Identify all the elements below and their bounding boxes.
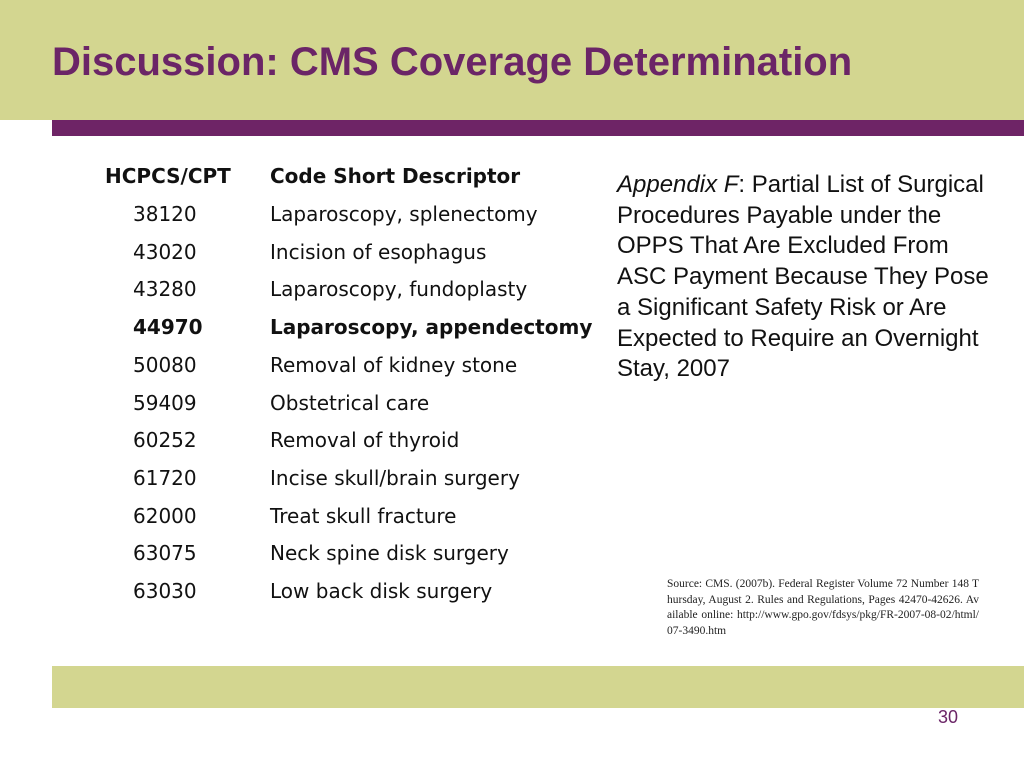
footer-band bbox=[52, 666, 1024, 708]
row-code: 61720 bbox=[133, 466, 197, 490]
row-code: 43280 bbox=[133, 277, 197, 301]
row-code: 62000 bbox=[133, 504, 197, 528]
appendix-note bbox=[617, 170, 997, 385]
row-code: 59409 bbox=[133, 391, 197, 415]
row-descriptor: Removal of kidney stone bbox=[270, 353, 518, 377]
row-descriptor: Neck spine disk surgery bbox=[270, 541, 509, 565]
row-descriptor: Treat skull fracture bbox=[270, 504, 457, 528]
row-descriptor: Laparoscopy, fundoplasty bbox=[270, 277, 528, 301]
row-descriptor: Obstetrical care bbox=[270, 391, 430, 415]
source-citation: Source: CMS. (2007b). Federal Register Volume 72 Number 148 Thursday, August 2. Rules and Regulations, Pages 42470-42626. Available online: http://www.gpo.gov/fdsys/pkg/FR-2007-08-02/html/07-3490.htm bbox=[667, 578, 979, 637]
row-code: 44970 bbox=[133, 315, 203, 339]
slide-title: Discussion: CMS Coverage Determination bbox=[52, 40, 853, 84]
page-number: 30 bbox=[938, 707, 959, 727]
row-descriptor: Low back disk surgery bbox=[270, 579, 493, 603]
row-code: 60252 bbox=[133, 428, 197, 452]
accent-bar bbox=[52, 120, 1024, 136]
row-code: 43020 bbox=[133, 240, 197, 264]
row-code: 38120 bbox=[133, 202, 197, 226]
row-descriptor: Removal of thyroid bbox=[270, 428, 460, 452]
column-header-code: HCPCS/CPT bbox=[105, 164, 231, 188]
row-code: 63030 bbox=[133, 579, 197, 603]
row-descriptor: Laparoscopy, appendectomy bbox=[270, 315, 593, 339]
row-code: 63075 bbox=[133, 541, 197, 565]
column-header-descriptor: Code Short Descriptor bbox=[270, 164, 521, 188]
appendix-text: : Partial List of Surgical Procedures Payable under the OPPS That Are Excluded From ASC Payment Because They Pose a Significant Safety Risk or Are Expected to Require an Overnight Stay, 2007 bbox=[617, 171, 989, 383]
row-descriptor: Incise skull/brain surgery bbox=[270, 466, 520, 490]
appendix-label: Appendix F bbox=[617, 171, 739, 198]
row-descriptor: Laparoscopy, splenectomy bbox=[270, 202, 538, 226]
row-code: 50080 bbox=[133, 353, 197, 377]
row-descriptor: Incision of esophagus bbox=[270, 240, 487, 264]
